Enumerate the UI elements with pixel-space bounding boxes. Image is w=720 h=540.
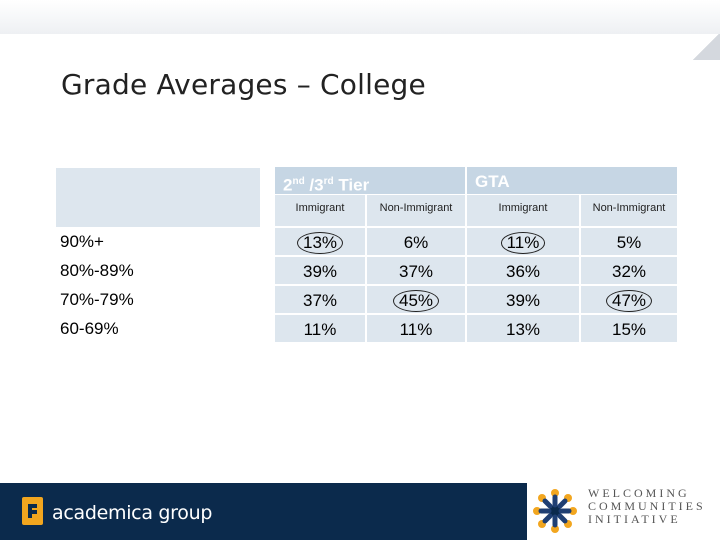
- table-cell: 5%: [581, 227, 677, 255]
- group-header-gta: GTA: [467, 167, 677, 194]
- table-cell: 11%: [367, 314, 465, 342]
- circled-value: 47%: [606, 290, 652, 312]
- partner-line-2: COMMUNITIES: [588, 499, 706, 513]
- circled-value: 45%: [393, 290, 439, 312]
- row-label: 80%-89%: [60, 261, 134, 280]
- table-cell: 11%: [275, 314, 365, 342]
- table-row: [55, 227, 677, 255]
- row-label: 70%-79%: [60, 290, 134, 309]
- table-cell: 6%: [367, 227, 465, 255]
- table-cell: 15%: [581, 314, 677, 342]
- subheader-immigrant-tier: Immigrant: [275, 195, 365, 226]
- table-cell: [275, 227, 365, 255]
- group-tier-text-1: 2: [283, 175, 293, 195]
- table-row: [55, 314, 677, 342]
- row-label: 60-69%: [60, 319, 119, 338]
- group-tier-text-2: /3: [304, 175, 324, 195]
- subheader-immigrant-gta: Immigrant: [467, 195, 579, 226]
- group-tier-text-3: Tier: [333, 175, 370, 195]
- group-tier-sup-2: rd: [323, 176, 334, 187]
- table-cell: 39%: [275, 256, 365, 284]
- partner-line-3: INITIATIVE: [588, 512, 681, 526]
- subheader-nonimmigrant-gta: Non-Immigrant: [581, 195, 677, 226]
- circled-value: 13%: [297, 232, 343, 254]
- slide-title: Grade Averages – College: [61, 68, 426, 101]
- circled-value: 11%: [501, 232, 546, 254]
- header-empty-cell: [55, 167, 261, 228]
- welcoming-communities-emblem-icon: [527, 482, 583, 540]
- table-cell: 13%: [467, 314, 579, 342]
- page-corner-decoration: [692, 34, 720, 60]
- brand-name: academica group: [52, 502, 213, 524]
- table-row: [55, 256, 677, 284]
- group-header-tier: [275, 167, 465, 194]
- partner-line-1: WELCOMING: [588, 486, 690, 500]
- top-band: [0, 0, 720, 34]
- row-label: 90%+: [60, 232, 104, 251]
- table-cell: 36%: [467, 256, 579, 284]
- academica-logo-icon: [22, 497, 43, 525]
- table-cell: 37%: [275, 285, 365, 313]
- table-cell: 32%: [581, 256, 677, 284]
- table-cell: 39%: [467, 285, 579, 313]
- subheader-nonimmigrant-tier: Non-Immigrant: [367, 195, 465, 226]
- table-cell: [581, 285, 677, 313]
- partner-name: [588, 487, 718, 526]
- table-cell: [467, 227, 579, 255]
- table-row: [55, 285, 677, 313]
- table-cell: [367, 285, 465, 313]
- table-cell: 37%: [367, 256, 465, 284]
- group-tier-sup-1: nd: [292, 176, 305, 187]
